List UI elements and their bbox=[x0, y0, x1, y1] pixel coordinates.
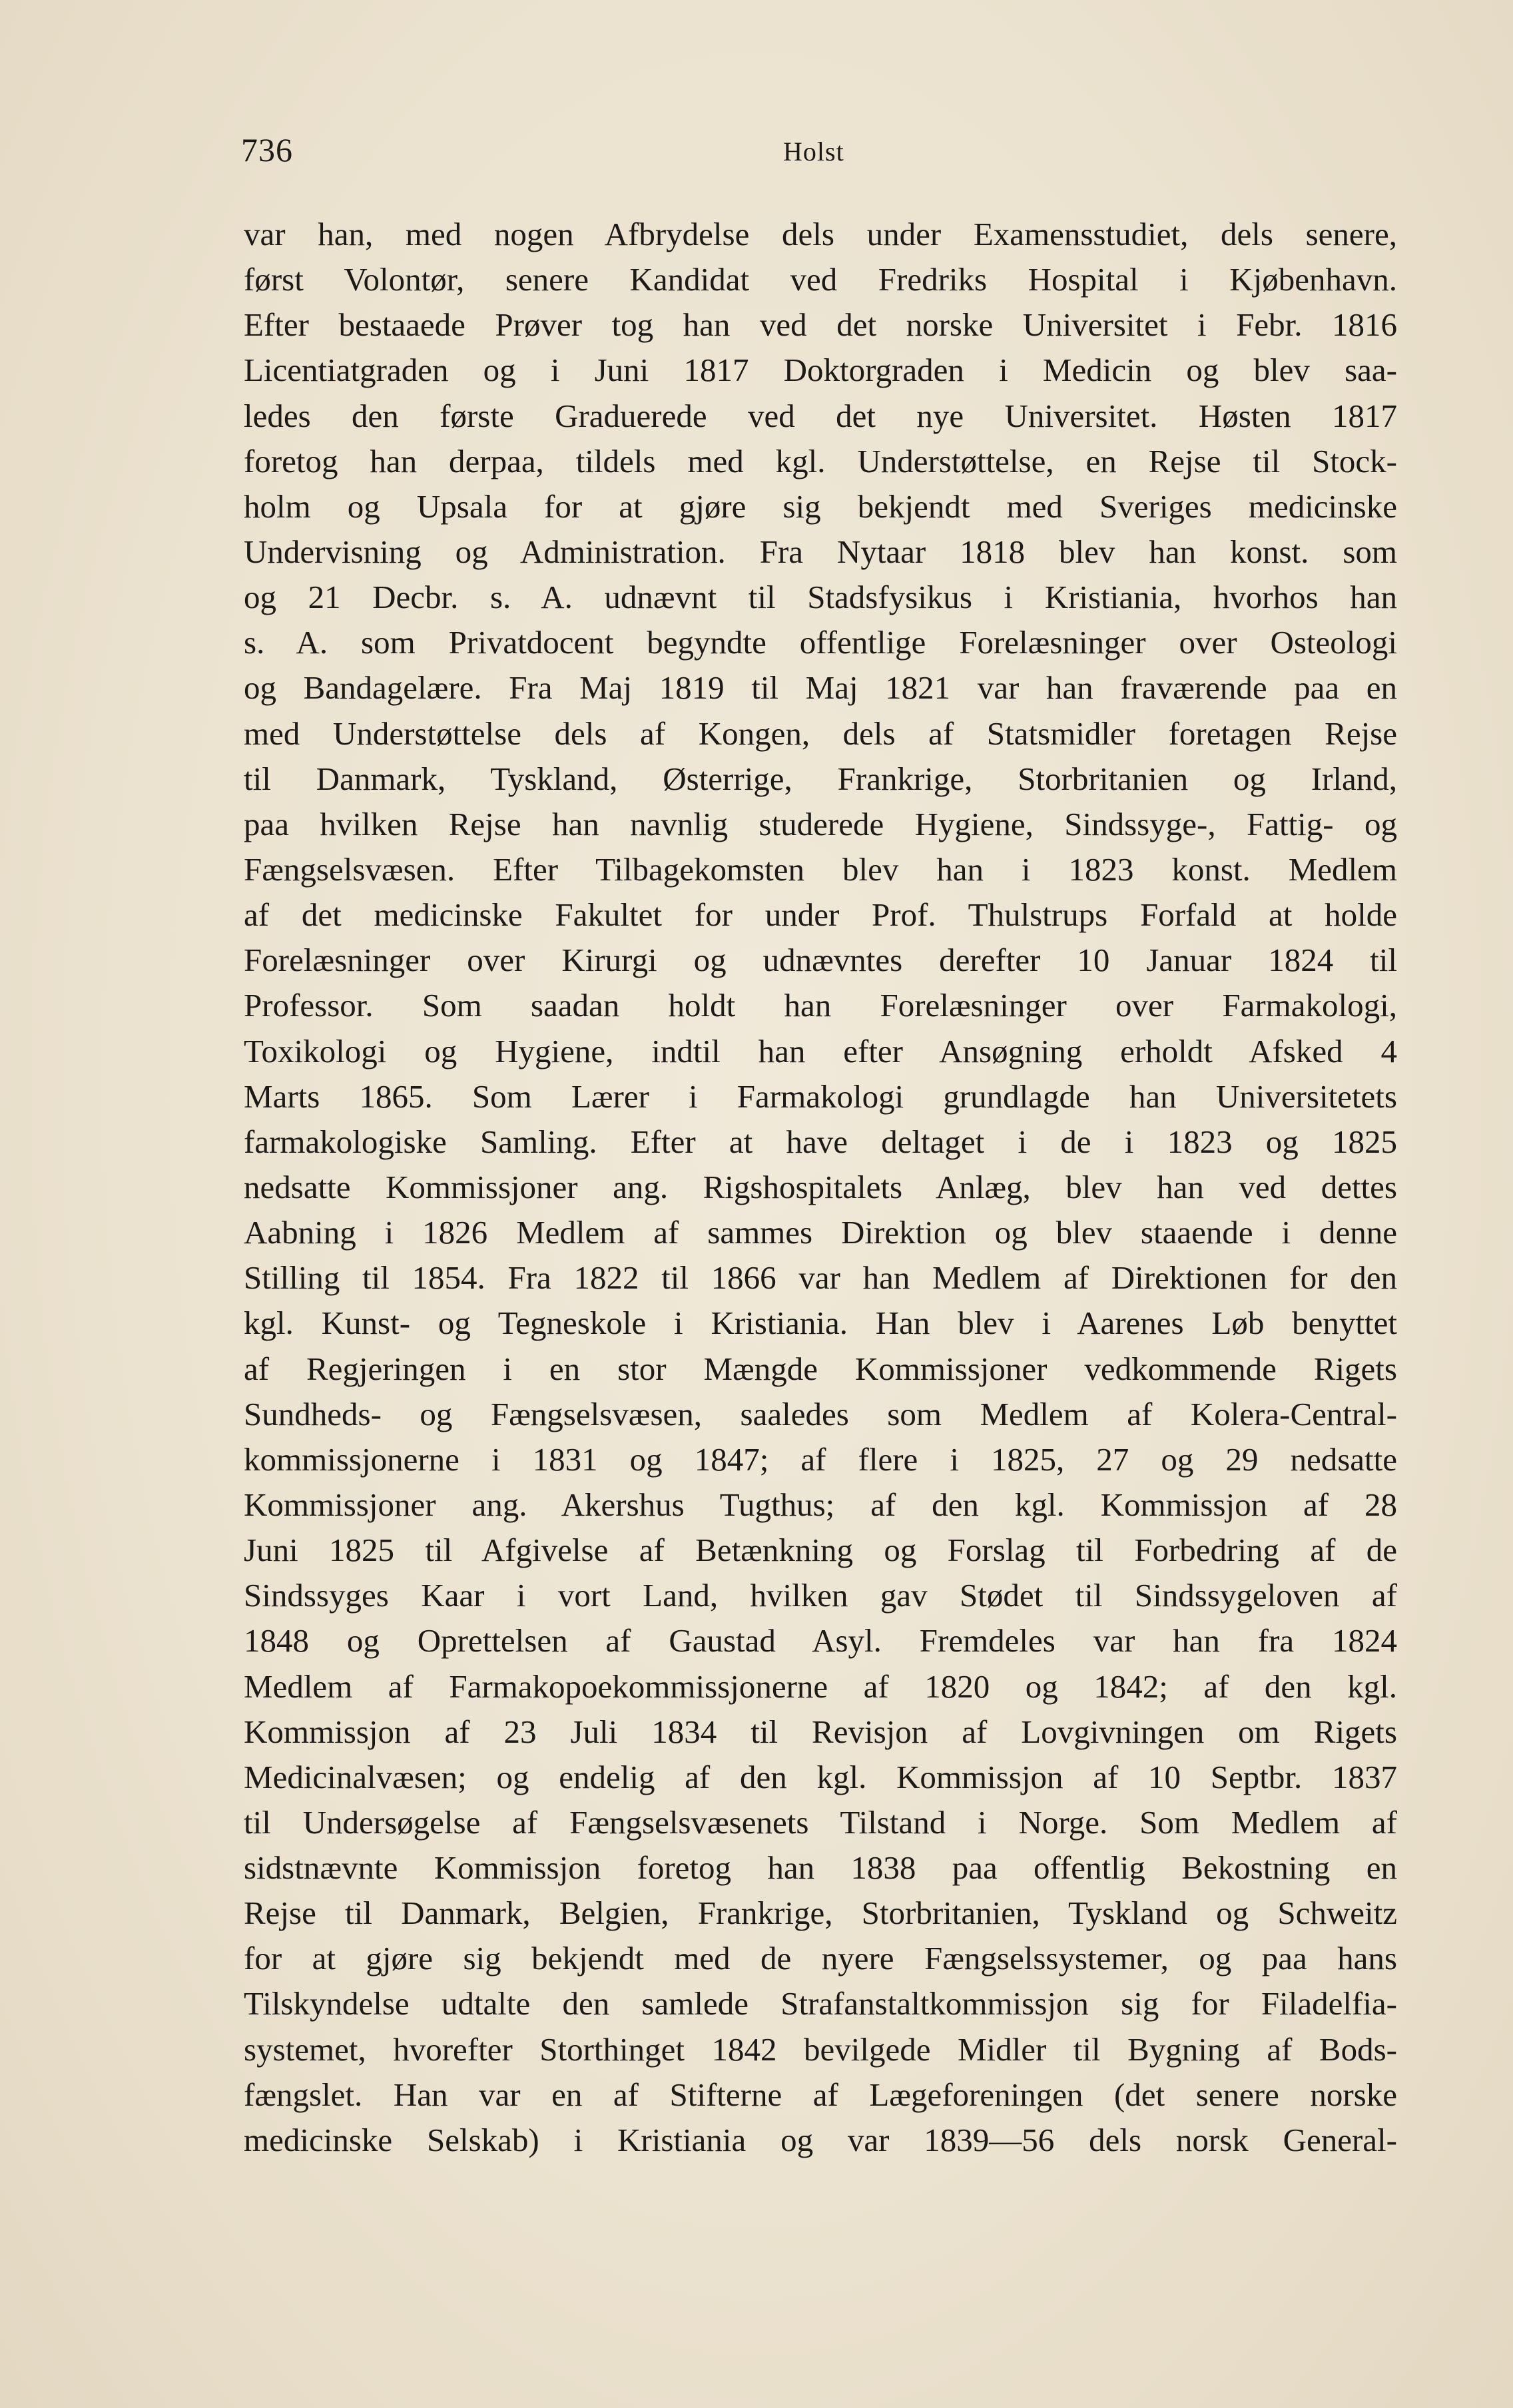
running-head: Holst bbox=[783, 137, 844, 166]
text-line: Kommissjon af 23 Juli 1834 til Revisjon af Lovgivningen om Rigets bbox=[244, 1713, 1397, 1750]
text-line: ledes den første Graduerede ved det nye Universitet. Høsten 1817 bbox=[244, 397, 1397, 434]
text-line: Aabning i 1826 Medlem af sammes Direktion og blev staaende i denne bbox=[244, 1214, 1397, 1251]
text-line: Tilskyndelse udtalte den samlede Strafanstaltkommissjon sig for Filadelfia- bbox=[244, 1985, 1397, 2022]
text-line: Sindssyges Kaar i vort Land, hvilken gav Stødet til Sindssygeloven af bbox=[244, 1577, 1397, 1614]
text-line: medicinske Selskab) i Kristiania og var 1839—56 dels norsk General- bbox=[244, 2121, 1397, 2158]
text-line: til Undersøgelse af Fængselsvæsenets Tilstand i Norge. Som Medlem af bbox=[244, 1803, 1397, 1841]
text-line: paa hvilken Rejse han navnlig studerede Hygiene, Sindssyge-, Fattig- og bbox=[244, 805, 1397, 842]
text-line: Medicinalvæsen; og endelig af den kgl. Kommissjon af 10 Septbr. 1837 bbox=[244, 1758, 1397, 1795]
text-line: systemet, hvorefter Storthinget 1842 bevilgede Midler til Bygning af Bods- bbox=[244, 2030, 1397, 2068]
text-line: af det medicinske Fakultet for under Prof. Thulstrups Forfald at holde bbox=[244, 896, 1397, 934]
text-line: Sundheds- og Fængselsvæsen, saaledes som Medlem af Kolera-Central- bbox=[244, 1395, 1397, 1432]
text-line: Forelæsninger over Kirurgi og udnævntes derefter 10 Januar 1824 til bbox=[244, 942, 1397, 979]
page-number: 736 bbox=[241, 131, 293, 168]
text-line: foretog han derpaa, tildels med kgl. Understøttelse, en Rejse til Stock- bbox=[244, 442, 1397, 479]
text-line: kommissjonerne i 1831 og 1847; af flere i 1825, 27 og 29 nedsatte bbox=[244, 1440, 1397, 1478]
text-line: Licentiatgraden og i Juni 1817 Doktorgraden i Medicin og blev saa- bbox=[244, 352, 1397, 389]
text-line: sidstnævnte Kommissjon foretog han 1838 paa offentlig Bekostning en bbox=[244, 1849, 1397, 1887]
text-line: til Danmark, Tyskland, Østerrige, Frankrige, Storbritanien og Irland, bbox=[244, 760, 1397, 797]
text-line: og 21 Decbr. s. A. udnævnt til Stadsfysikus i Kristiania, hvorhos han bbox=[244, 579, 1397, 616]
text-line: Stilling til 1854. Fra 1822 til 1866 var han Medlem af Direktionen for den bbox=[244, 1259, 1397, 1297]
text-line: Professor. Som saadan holdt han Forelæsninger over Farmakologi, bbox=[244, 987, 1397, 1024]
text-line: 1848 og Oprettelsen af Gaustad Asyl. Fremdeles var han fra 1824 bbox=[244, 1622, 1397, 1659]
text-line: holm og Upsala for at gjøre sig bekjendt med Sveriges medicinske bbox=[244, 487, 1397, 525]
text-line: farmakologiske Samling. Efter at have deltaget i de i 1823 og 1825 bbox=[244, 1123, 1397, 1160]
text-line: Rejse til Danmark, Belgien, Frankrige, Storbritanien, Tyskland og Schweitz bbox=[244, 1895, 1397, 1932]
text-line: nedsatte Kommissjoner ang. Rigshospitalets Anlæg, blev han ved dettes bbox=[244, 1168, 1397, 1205]
text-line: med Understøttelse dels af Kongen, dels af Statsmidler foretagen Rejse bbox=[244, 715, 1397, 752]
text-line: Fængselsvæsen. Efter Tilbagekomsten blev han i 1823 konst. Medlem bbox=[244, 850, 1397, 888]
text-line: s. A. som Privatdocent begyndte offentlige Forelæsninger over Osteologi bbox=[244, 624, 1397, 661]
text-line: Efter bestaaede Prøver tog han ved det norske Universitet i Febr. 1816 bbox=[244, 306, 1397, 344]
text-line: Undervisning og Administration. Fra Nytaar 1818 blev han konst. som bbox=[244, 533, 1397, 570]
text-line: først Volontør, senere Kandidat ved Fredriks Hospital i Kjøbenhavn. bbox=[244, 261, 1397, 298]
text-line: Juni 1825 til Afgivelse af Betænkning og Forslag til Forbedring af de bbox=[244, 1532, 1397, 1569]
text-line: var han, med nogen Afbrydelse dels under Examensstudiet, dels senere, bbox=[244, 216, 1397, 252]
body-text bbox=[244, 212, 1397, 2163]
text-line: for at gjøre sig bekjendt med de nyere Fængselssystemer, og paa hans bbox=[244, 1940, 1397, 1977]
text-line: Toxikologi og Hygiene, indtil han efter Ansøgning erholdt Afsked 4 bbox=[244, 1032, 1397, 1069]
text-line: kgl. Kunst- og Tegneskole i Kristiania. Han blev i Aarenes Løb benyttet bbox=[244, 1305, 1397, 1342]
text-line: og Bandagelære. Fra Maj 1819 til Maj 1821 var han fraværende paa en bbox=[244, 669, 1397, 707]
text-line: Kommissjoner ang. Akershus Tugthus; af den kgl. Kommissjon af 28 bbox=[244, 1486, 1397, 1523]
text-line: af Regjeringen i en stor Mængde Kommissjoner vedkommende Rigets bbox=[244, 1350, 1397, 1387]
text-line: Medlem af Farmakopoekommissjonerne af 1820 og 1842; af den kgl. bbox=[244, 1667, 1397, 1705]
text-line: Marts 1865. Som Lærer i Farmakologi grundlagde han Universitetets bbox=[244, 1077, 1397, 1115]
text-line: fængslet. Han var en af Stifterne af Lægeforeningen (det senere norske bbox=[244, 2076, 1397, 2113]
